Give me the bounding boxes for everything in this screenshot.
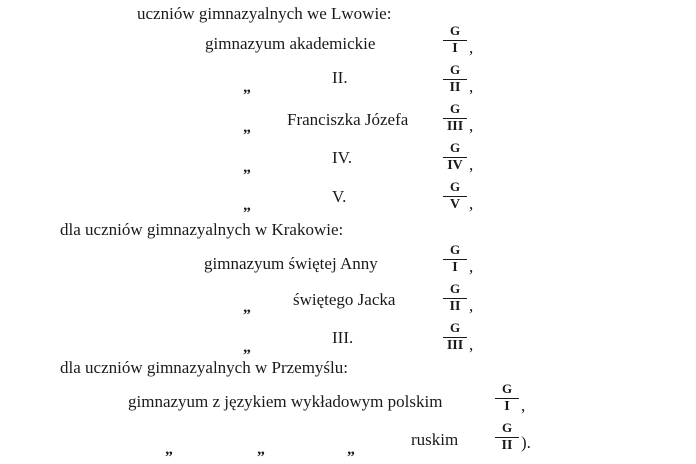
punctuation: ,: [469, 335, 474, 354]
fraction: [441, 180, 469, 213]
fraction-denominator: I: [504, 399, 510, 414]
fraction: [441, 24, 469, 57]
punctuation: ).: [521, 433, 531, 452]
fraction: [441, 102, 469, 135]
fraction-numerator: G: [449, 320, 461, 335]
ditto-mark: „: [257, 441, 265, 458]
fraction: [441, 141, 469, 174]
ditto-mark: „: [243, 79, 251, 96]
fraction-numerator: G: [501, 381, 513, 396]
fraction-numerator: G: [449, 242, 461, 257]
fraction-numerator: G: [449, 281, 461, 296]
fraction-denominator: I: [452, 41, 458, 56]
ditto-mark: „: [243, 339, 251, 356]
fraction: [441, 243, 469, 276]
ditto-mark: „: [243, 197, 251, 214]
lwow-item-label: II.: [332, 68, 348, 87]
fraction-denominator: III: [446, 338, 464, 353]
przemysl-item-label: gimnazyum z językiem wykładowym polskim: [128, 392, 443, 411]
punctuation: ,: [469, 296, 474, 315]
fraction-denominator: III: [446, 119, 464, 134]
fraction-denominator: II: [449, 299, 461, 314]
cut-off-top-line: [0, 0, 696, 2]
fraction-numerator: G: [449, 23, 461, 38]
punctuation: ,: [469, 38, 474, 57]
punctuation: ,: [469, 257, 474, 276]
ditto-mark: „: [243, 119, 251, 136]
krakow-item-label: gimnazyum świętej Anny: [204, 254, 378, 273]
fraction-numerator: G: [449, 179, 461, 194]
fraction: [441, 321, 469, 354]
punctuation: ,: [469, 77, 474, 96]
fraction-numerator: G: [501, 420, 513, 435]
punctuation: ,: [469, 194, 474, 213]
lwow-heading: uczniów gimnazyalnych we Lwowie:: [137, 4, 392, 23]
fraction-denominator: II: [501, 438, 513, 453]
fraction-numerator: G: [449, 140, 461, 155]
fraction: [441, 63, 469, 96]
lwow-item-label: Franciszka Józefa: [287, 110, 409, 129]
przemysl-heading: dla uczniów gimnazyalnych w Przemyślu:: [60, 358, 348, 377]
cut-off-bottom-line: [0, 452, 696, 464]
przemysl-item-label: ruskim: [411, 430, 459, 449]
fraction: [493, 421, 521, 454]
ditto-mark: „: [165, 441, 173, 458]
fraction: [441, 282, 469, 315]
fraction-denominator: II: [449, 80, 461, 95]
krakow-item-label: III.: [332, 328, 354, 347]
fraction-denominator: I: [452, 260, 458, 275]
punctuation: ,: [521, 396, 526, 415]
lwow-item-label: gimnazyum akademickie: [205, 34, 376, 53]
punctuation: ,: [469, 116, 474, 135]
ditto-mark: „: [243, 299, 251, 316]
fraction-numerator: G: [449, 62, 461, 77]
ditto-mark: „: [243, 159, 251, 176]
krakow-heading: dla uczniów gimnazyalnych w Krakowie:: [60, 220, 344, 239]
fraction-numerator: G: [449, 101, 461, 116]
lwow-item-label: IV.: [332, 148, 352, 167]
ditto-mark: „: [347, 441, 355, 458]
fraction-denominator: IV: [447, 158, 463, 173]
punctuation: ,: [469, 155, 474, 174]
lwow-item-label: V.: [332, 187, 347, 206]
fraction-denominator: V: [449, 197, 461, 212]
fraction: [493, 382, 521, 415]
krakow-item-label: świętego Jacka: [293, 290, 396, 309]
